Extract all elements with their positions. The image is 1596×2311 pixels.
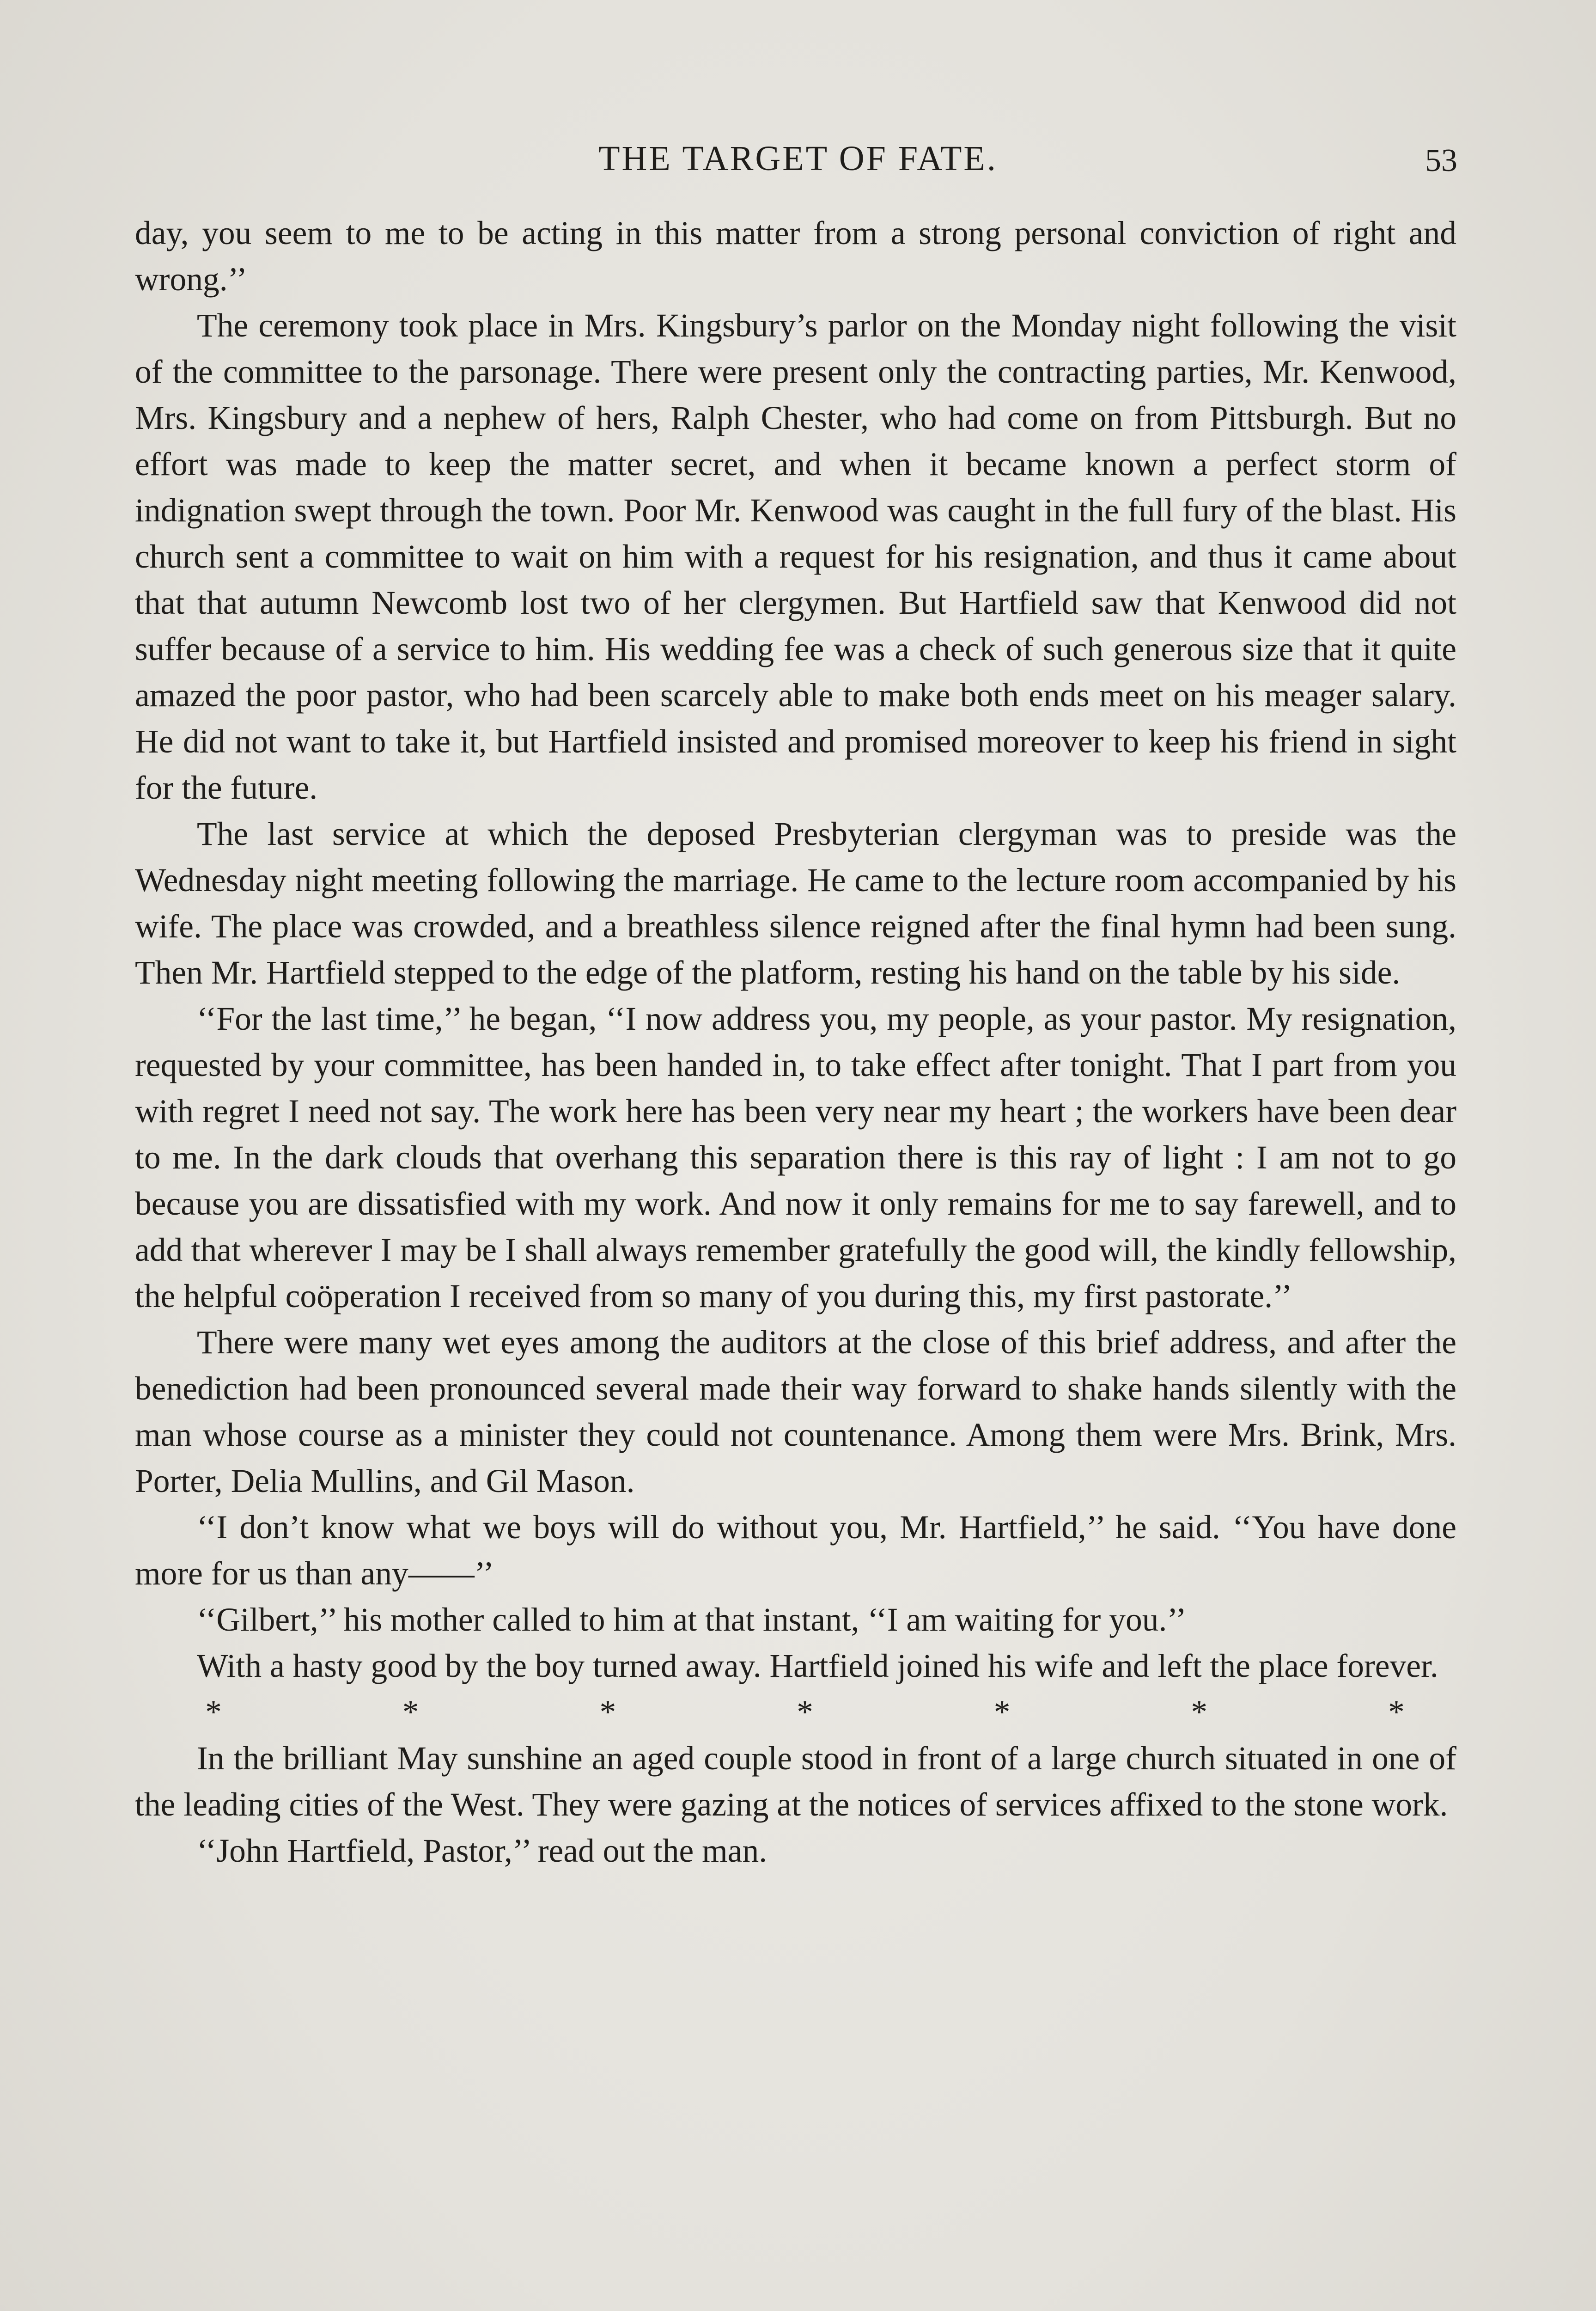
paragraph-last-service: The last service at which the deposed Presbyterian clergyman was to preside was the Wednesday night meeting following the marriage. He came to the lecture room accompanied by his wife. The place was crowded, and a breathless silence reigned after the final hymn had been sung. Then Mr. Hartfield stepped to the edge of the platform, resting his hand on the table by his side. [135,816,1456,991]
section-break [135,1689,1456,1736]
section-break-star: * [402,1694,419,1730]
paragraph-gil-mason: ‘‘I don’t know what we boys will do without you, Mr. Hartfield,’’ he said. ‘‘You have done more for us than any——’’ [135,1509,1456,1592]
paragraph-continuation: day, you seem to me to be acting in this matter from a strong personal conviction of right and wrong.’’ [135,215,1456,298]
body-text [135,210,1456,1874]
paragraph-hasty-goodby: With a hasty good by the boy turned away. Hartfield joined his wife and left the place forever. [197,1648,1438,1684]
paragraph-may-sunshine: In the brilliant May sunshine an aged couple stood in front of a large church situated in one of the leading cities of the West. They were gazing at the notices of services affixed to the stone work. [135,1740,1456,1823]
paragraph-farewell-address: ‘‘For the last time,’’ he began, ‘‘I now address you, my people, as your pastor. My resignation, requested by your committee, has been handed in, to take effect after tonight. That I part from you with regret I need not say. The work here has been very near my heart ; the workers have been dear to me. In the dark clouds that overhang this separation there is this ray of light : I am not to go because you are dissatisfied with my work. And now it only remains for me to say farewell, and to add that wherever I may be I shall always remember gratefully the good will, the kindly fellowship, the helpful coöperation I received from so many of you during this, my first pastorate.’’ [135,1001,1456,1314]
paragraph-ceremony: The ceremony took place in Mrs. Kingsbury’s parlor on the Monday night following the visit of the committee to the parsonage. There were present only the contracting parties, Mr. Kenwood, Mrs. Kingsbury and a nephew of hers, Ralph Chester, who had come on from Pittsburgh. But no effort was made to keep the matter secret, and when it became known a perfect storm of indignation swept through the town. Poor Mr. Kenwood was caught in the full fury of the blast. His church sent a committee to wait on him with a request for his resignation, and thus it came about that that autumn Newcomb lost two of her clergymen. But Hartfield saw that Kenwood did not suffer because of a service to him. His wedding fee was a check of such generous size that it quite amazed the poor pastor, who had been scarcely able to make both ends meet on his meager salary. He did not want to take it, but Hartfield insisted and promised moreover to keep his friend in sight for the future. [135,307,1456,806]
page-number: 53 [1425,143,1457,178]
paragraph-gilbert: ‘‘Gilbert,’’ his mother called to him at that instant, ‘‘I am waiting for you.’’ [197,1602,1187,1638]
running-title: THE TARGET OF FATE. [598,139,998,178]
section-break-star: * [1191,1694,1208,1730]
section-break-star: * [993,1694,1011,1730]
section-break-star: * [599,1694,616,1730]
section-break-star: * [1388,1694,1405,1730]
paragraph-john-hartfield: ‘‘John Hartfield, Pastor,’’ read out the man. [197,1833,768,1869]
section-break-star: * [797,1694,813,1730]
running-head [0,139,1596,190]
section-break-star: * [205,1694,222,1730]
paragraph-wet-eyes: There were many wet eyes among the auditors at the close of this brief address, and after the benediction had been pronounced several made their way forward to shake hands silently with the man whose course as a minister they could not countenance. Among them were Mrs. Brink, Mrs. Porter, Delia Mullins, and Gil Mason. [135,1324,1456,1499]
